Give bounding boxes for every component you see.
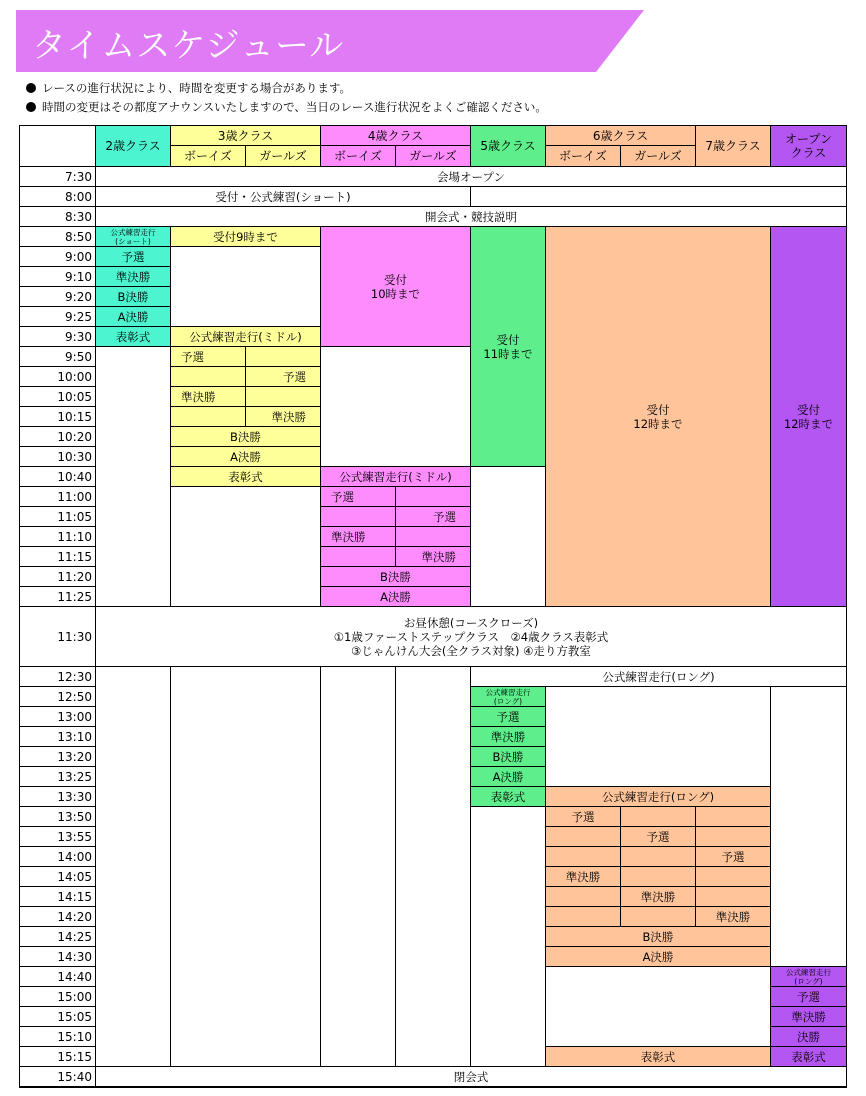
schedule-event-cell: 準決勝 (696, 907, 771, 927)
schedule-event-cell: お昼休憩(コースクローズ) ①1歳ファーストステップクラス ②4歳クラス表彰式 ③じゃんけん大会(全クラス対象) ④走り方教室 (96, 607, 846, 667)
header-4yo-boys: ボーイズ (321, 146, 396, 167)
schedule-empty-cell (471, 467, 546, 607)
time-cell: 8:00 (20, 187, 96, 207)
schedule-empty-cell (246, 347, 321, 367)
schedule-event-cell: 公式練習走行(ロング) (546, 787, 771, 807)
schedule-event-cell: 準決勝 (546, 867, 621, 887)
time-cell: 10:30 (20, 447, 96, 467)
schedule-table (19, 125, 847, 1088)
schedule-event-cell: A決勝 (546, 947, 771, 967)
schedule-event-cell: 予選 (471, 707, 546, 727)
schedule-empty-cell (96, 667, 171, 1067)
time-cell: 15:05 (20, 1007, 96, 1027)
schedule-event-cell: A決勝 (171, 447, 321, 467)
schedule-event-cell: 予選 (546, 807, 621, 827)
time-cell: 8:50 (20, 227, 96, 247)
time-cell: 10:00 (20, 367, 96, 387)
schedule-event-cell: 予選 (246, 367, 321, 387)
schedule-event-cell: 予選 (396, 507, 471, 527)
schedule-event-cell: 会場オープン (96, 167, 846, 187)
schedule-event-cell: 表彰式 (471, 787, 546, 807)
schedule-empty-cell (621, 867, 696, 887)
header-corner (20, 126, 96, 167)
schedule-event-cell: 予選 (696, 847, 771, 867)
schedule-event-cell: 予選 (771, 987, 846, 1007)
schedule-empty-cell (696, 827, 771, 847)
time-cell: 14:30 (20, 947, 96, 967)
header-5yo: 5歳クラス (471, 126, 546, 167)
schedule-empty-cell (171, 367, 246, 387)
schedule-event-cell: 予選 (321, 487, 396, 507)
time-cell: 9:30 (20, 327, 96, 347)
header-3yo-boys: ボーイズ (171, 146, 246, 167)
schedule-event-cell: 受付9時まで (171, 227, 321, 247)
schedule-event-cell: 閉会式 (96, 1067, 846, 1087)
schedule-event-cell: 準決勝 (396, 547, 471, 567)
time-cell: 10:40 (20, 467, 96, 487)
time-cell: 11:05 (20, 507, 96, 527)
schedule-empty-cell (321, 507, 396, 527)
schedule-event-cell: B決勝 (171, 427, 321, 447)
time-cell: 11:00 (20, 487, 96, 507)
schedule-event-cell: 準決勝 (621, 887, 696, 907)
schedule-empty-cell (321, 547, 396, 567)
time-cell: 11:25 (20, 587, 96, 607)
header-7yo: 7歳クラス (696, 126, 771, 167)
schedule-event-cell: B決勝 (321, 567, 471, 587)
schedule-event-cell: 公式練習走行 (ロング) (771, 967, 846, 987)
header-3yo-girls: ガールズ (246, 146, 321, 167)
time-cell: 15:10 (20, 1027, 96, 1047)
schedule-empty-cell (171, 487, 321, 607)
note-text-2: 時間の変更はその都度アナウンスいたしますので、当日のレース進行状況をよくご確認ください。 (42, 100, 547, 114)
schedule-event-cell: 受付・公式練習(ショート) (96, 187, 471, 207)
schedule-empty-cell (546, 887, 621, 907)
schedule-empty-cell (696, 807, 771, 827)
time-cell: 14:25 (20, 927, 96, 947)
schedule-empty-cell (471, 187, 846, 207)
schedule-empty-cell (696, 867, 771, 887)
time-cell: 12:30 (20, 667, 96, 687)
schedule-empty-cell (96, 347, 171, 607)
schedule-event-cell: 準決勝 (771, 1007, 846, 1027)
time-cell: 14:40 (20, 967, 96, 987)
schedule-empty-cell (546, 847, 621, 867)
schedule-event-cell: 受付 12時まで (771, 227, 846, 607)
time-cell: 15:40 (20, 1067, 96, 1087)
schedule-event-cell: 準決勝 (171, 387, 246, 407)
schedule-empty-cell (696, 887, 771, 907)
time-cell: 7:30 (20, 167, 96, 187)
header-6yo-boys: ボーイズ (546, 146, 621, 167)
header-2yo: 2歳クラス (96, 126, 171, 167)
note-line-2 (26, 99, 547, 115)
schedule-event-cell: 決勝 (771, 1027, 846, 1047)
bullet-icon (26, 102, 36, 112)
header-open: オープン クラス (771, 126, 846, 167)
schedule-event-cell: B決勝 (546, 927, 771, 947)
schedule-event-cell: 準決勝 (321, 527, 396, 547)
time-cell: 11:20 (20, 567, 96, 587)
time-cell: 15:00 (20, 987, 96, 1007)
time-cell: 11:30 (20, 607, 96, 667)
schedule-event-cell: 開会式・競技説明 (96, 207, 846, 227)
schedule-empty-cell (621, 907, 696, 927)
time-cell: 14:15 (20, 887, 96, 907)
schedule-event-cell: 表彰式 (96, 327, 171, 347)
schedule-empty-cell (396, 487, 471, 507)
schedule-event-cell: A決勝 (471, 767, 546, 787)
schedule-empty-cell (321, 667, 396, 1067)
schedule-empty-cell (171, 667, 321, 1067)
header-4yo-girls: ガールズ (396, 146, 471, 167)
time-cell: 13:20 (20, 747, 96, 767)
time-cell: 12:50 (20, 687, 96, 707)
time-cell: 14:20 (20, 907, 96, 927)
time-cell: 13:25 (20, 767, 96, 787)
schedule-empty-cell (471, 807, 546, 1067)
schedule-event-cell: 公式練習走行(ミドル) (321, 467, 471, 487)
time-cell: 9:25 (20, 307, 96, 327)
schedule-event-cell: 予選 (96, 247, 171, 267)
time-cell: 13:00 (20, 707, 96, 727)
schedule-event-cell: A決勝 (96, 307, 171, 327)
time-cell: 10:05 (20, 387, 96, 407)
schedule-event-cell: B決勝 (471, 747, 546, 767)
schedule-event-cell: 準決勝 (246, 407, 321, 427)
time-cell: 10:15 (20, 407, 96, 427)
time-cell: 14:00 (20, 847, 96, 867)
schedule-event-cell: 公式練習走行 (ロング) (471, 687, 546, 707)
time-cell: 10:20 (20, 427, 96, 447)
schedule-event-cell: A決勝 (321, 587, 471, 607)
schedule-empty-cell (321, 347, 471, 467)
time-cell: 13:10 (20, 727, 96, 747)
schedule-empty-cell (396, 667, 471, 1067)
time-cell: 9:20 (20, 287, 96, 307)
schedule-empty-cell (771, 687, 846, 967)
schedule-empty-cell (171, 247, 321, 327)
schedule-event-cell: 表彰式 (546, 1047, 771, 1067)
schedule-event-cell: 表彰式 (171, 467, 321, 487)
time-cell: 15:15 (20, 1047, 96, 1067)
time-cell: 8:30 (20, 207, 96, 227)
schedule-empty-cell (396, 527, 471, 547)
time-cell: 9:50 (20, 347, 96, 367)
time-cell: 11:15 (20, 547, 96, 567)
schedule-event-cell: 公式練習走行 (ショート) (96, 227, 171, 247)
time-cell: 13:50 (20, 807, 96, 827)
schedule-event-cell: 公式練習走行(ミドル) (171, 327, 321, 347)
time-cell: 13:30 (20, 787, 96, 807)
schedule-event-cell: 予選 (621, 827, 696, 847)
page-title: タイムスケジュール (32, 26, 345, 66)
note-text-1: レースの進行状況により、時間を変更する場合があります。 (42, 81, 352, 95)
schedule-empty-cell (546, 827, 621, 847)
schedule-event-cell: 受付 11時まで (471, 227, 546, 467)
header-4yo: 4歳クラス (321, 126, 471, 146)
schedule-event-cell: 準決勝 (96, 267, 171, 287)
schedule-event-cell: 表彰式 (771, 1047, 846, 1067)
header-3yo: 3歳クラス (171, 126, 321, 146)
schedule-empty-cell (546, 967, 771, 1047)
time-cell: 14:05 (20, 867, 96, 887)
header-6yo-girls: ガールズ (621, 146, 696, 167)
schedule-empty-cell (621, 847, 696, 867)
time-cell: 11:10 (20, 527, 96, 547)
bullet-icon (26, 83, 36, 93)
schedule-event-cell: 公式練習走行(ロング) (471, 667, 846, 687)
schedule-event-cell: 予選 (171, 347, 246, 367)
time-cell: 13:55 (20, 827, 96, 847)
schedule-empty-cell (171, 407, 246, 427)
note-line-1 (26, 80, 351, 96)
header-6yo: 6歳クラス (546, 126, 696, 146)
schedule-event-cell: B決勝 (96, 287, 171, 307)
schedule-empty-cell (546, 687, 771, 787)
schedule-event-cell: 受付 10時まで (321, 227, 471, 347)
time-cell: 9:00 (20, 247, 96, 267)
schedule-event-cell: 準決勝 (471, 727, 546, 747)
schedule-event-cell: 受付 12時まで (546, 227, 771, 607)
time-cell: 9:10 (20, 267, 96, 287)
schedule-empty-cell (246, 387, 321, 407)
schedule-empty-cell (621, 807, 696, 827)
schedule-empty-cell (546, 907, 621, 927)
